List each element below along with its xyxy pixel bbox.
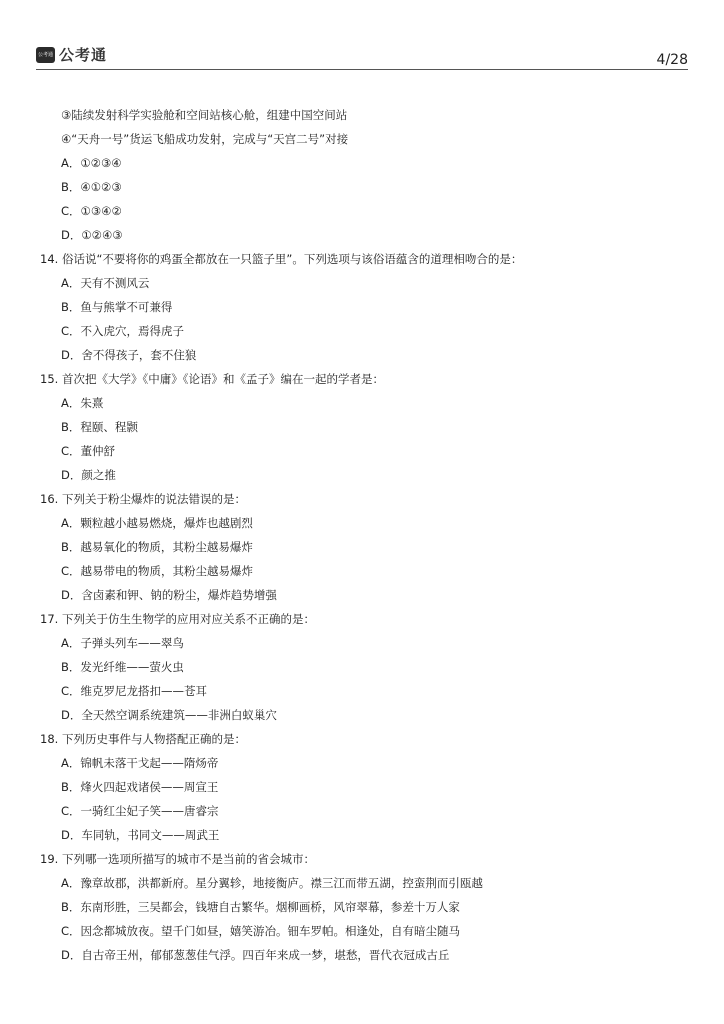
answer-option: B．程颐、程颢 xyxy=(61,420,138,434)
question-stem: 17. 下列关于仿生生物学的应用对应关系不正确的是： xyxy=(40,612,315,626)
answer-option: B．烽火四起戏诸侯——周宣王 xyxy=(61,780,219,794)
answer-option: D．全天然空调系统建筑——非洲白蚁巢穴 xyxy=(61,708,277,722)
answer-option: A．锦帆未落干戈起——隋炀帝 xyxy=(61,756,219,770)
brand-name: 公考通 xyxy=(59,46,108,64)
question-list xyxy=(40,103,680,967)
answer-option: C．越易带电的物质，其粉尘越易爆炸 xyxy=(61,564,254,578)
page-header xyxy=(36,44,688,68)
answer-option: C．一骑红尘妃子笑——唐睿宗 xyxy=(61,804,219,818)
question-stem: 14. 俗话说“不要将你的鸡蛋全都放在一只篮子里”。下列选项与该俗语蕴含的道理相吻合的是： xyxy=(40,252,523,266)
logo-text: 公考通 xyxy=(37,52,53,58)
answer-option: C．董仲舒 xyxy=(61,444,116,458)
answer-option: B．越易氧化的物质，其粉尘越易爆炸 xyxy=(61,540,253,554)
answer-option: B．东南形胜，三吴都会，钱塘自古繁华。烟柳画桥，风帘翠幕，参差十万人家 xyxy=(61,900,460,914)
answer-option: B．鱼与熊掌不可兼得 xyxy=(61,300,173,314)
answer-option: C．维克罗尼龙搭扣——苍耳 xyxy=(61,684,208,698)
answer-option: A．①②③④ xyxy=(61,156,122,170)
answer-option: B．④①②③ xyxy=(61,180,122,194)
answer-option: A．豫章故郡，洪都新府。星分翼轸，地接衡庐。襟三江而带五湖，控蛮荆而引瓯越 xyxy=(61,876,483,890)
answer-option: D．车同轨，书同文——周武王 xyxy=(61,828,220,842)
answer-option: B．发光纤维——萤火虫 xyxy=(61,660,184,674)
answer-option: C．因念都城放夜。望千门如昼，嬉笑游冶。钿车罗帕。相逢处，自有暗尘随马 xyxy=(61,924,461,938)
answer-option: ④“天舟一号”货运飞船成功发射，完成与“天宫二号”对接 xyxy=(61,132,349,146)
answer-option: A．颗粒越小越易燃烧，爆炸也越剧烈 xyxy=(61,516,253,530)
question-stem: 16. 下列关于粉尘爆炸的说法错误的是： xyxy=(40,492,246,506)
logo-icon xyxy=(36,47,55,63)
answer-option: ③陆续发射科学实验舱和空间站核心舱，组建中国空间站 xyxy=(61,108,348,122)
answer-option: A．子弹头列车——翠鸟 xyxy=(61,636,184,650)
answer-option: D．舍不得孩子，套不住狼 xyxy=(61,348,197,362)
answer-option: C．①③④② xyxy=(61,204,122,218)
answer-option: A．天有不测风云 xyxy=(61,276,150,290)
answer-option: D．含卤素和钾、钠的粉尘，爆炸趋势增强 xyxy=(61,588,277,602)
question-stem: 19. 下列哪一选项所描写的城市不是当前的省会城市： xyxy=(40,852,315,866)
answer-option: C．不入虎穴，焉得虎子 xyxy=(61,324,185,338)
page-number: 4/28 xyxy=(656,52,688,68)
answer-option: D．自古帝王州，郁郁葱葱佳气浮。四百年来成一梦，堪愁，晋代衣冠成古丘 xyxy=(61,948,450,962)
question-stem: 15. 首次把《大学》《中庸》《论语》和《孟子》编在一起的学者是： xyxy=(40,372,384,386)
answer-option: D．①②④③ xyxy=(61,228,123,242)
header-divider xyxy=(36,69,688,70)
answer-option: D．颜之推 xyxy=(61,468,116,482)
question-stem: 18. 下列历史事件与人物搭配正确的是： xyxy=(40,732,246,746)
answer-option: A．朱熹 xyxy=(61,396,104,410)
